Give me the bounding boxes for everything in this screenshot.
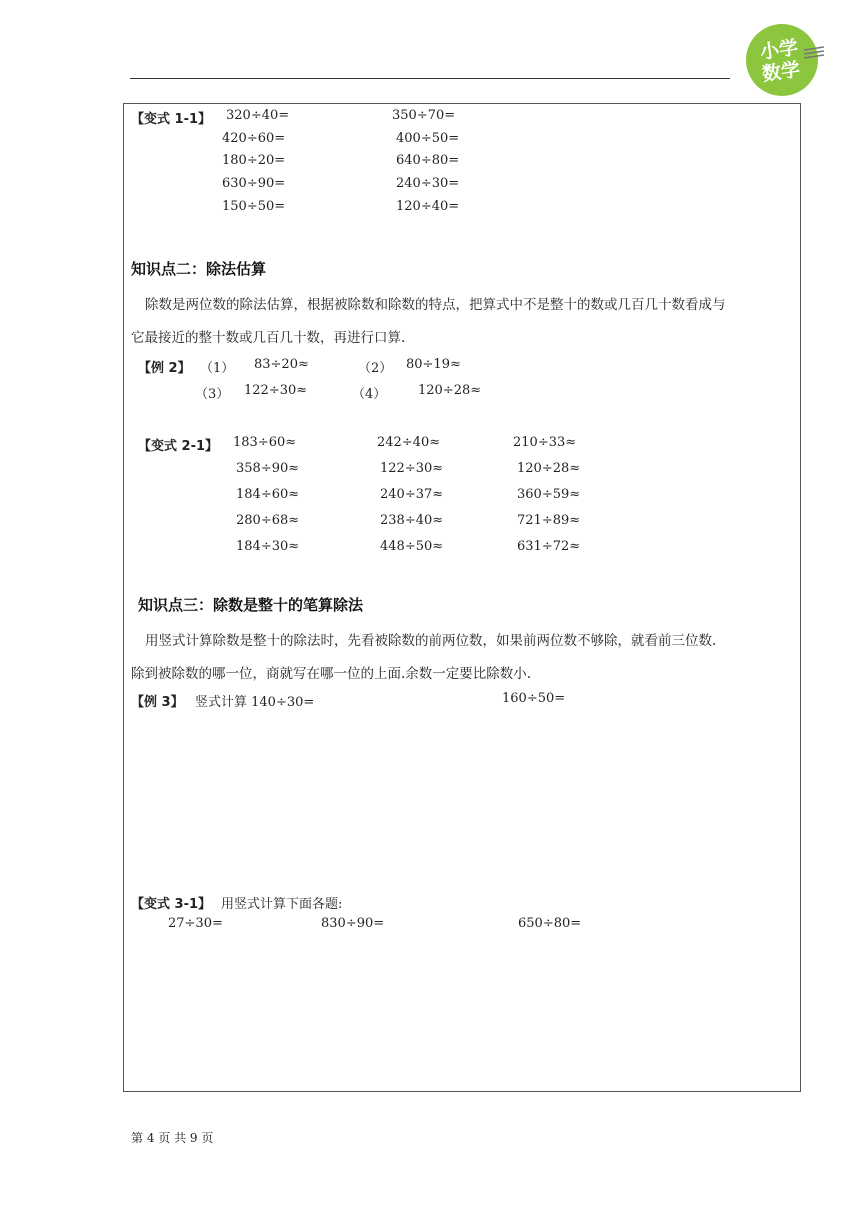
- example-item-number: （4）: [352, 387, 387, 402]
- example-item-number: （3）: [195, 387, 230, 402]
- exercise-item: 150÷50=: [222, 199, 286, 214]
- section-2-paragraph-line1: 除数是两位数的除法估算，根据被除数和除数的特点，把算式中不是整十的数或几百几十数看成与: [145, 297, 726, 313]
- example-3-text: 竖式计算 140÷30=: [195, 695, 315, 710]
- exercise-item: 631÷72≈: [517, 539, 581, 554]
- example-2-label: 【例 2】: [138, 361, 191, 376]
- exercise-item: 184÷30≈: [236, 539, 300, 554]
- example-3-label: 【例 3】: [131, 695, 184, 710]
- exercise-item: 80÷19≈: [406, 357, 461, 372]
- exercise-item: 240÷30=: [396, 176, 460, 191]
- variant-1-1-label: 【变式 1-1】: [131, 112, 212, 127]
- exercise-item: 640÷80=: [396, 153, 460, 168]
- exercise-item: 183÷60≈: [233, 435, 297, 450]
- exercise-item: 650÷80=: [518, 916, 582, 931]
- exercise-item: 242÷40≈: [377, 435, 441, 450]
- exercise-item: 448÷50≈: [380, 539, 444, 554]
- example-item-number: （1）: [200, 361, 235, 376]
- logo-text-line2: 数学: [760, 58, 802, 86]
- variant-2-1-label: 【变式 2-1】: [138, 439, 219, 454]
- exercise-item: 238÷40≈: [380, 513, 444, 528]
- exercise-item: 358÷90≈: [236, 461, 300, 476]
- header-rule: [130, 78, 730, 79]
- exercise-item: 721÷89≈: [517, 513, 581, 528]
- exercise-item: 180÷20=: [222, 153, 286, 168]
- exercise-item: 350÷70=: [392, 108, 456, 123]
- exercise-item: 240÷37≈: [380, 487, 444, 502]
- exercise-item: 184÷60≈: [236, 487, 300, 502]
- section-3-paragraph-line2: 除到被除数的哪一位，商就写在哪一位的上面.余数一定要比除数小.: [131, 666, 532, 682]
- exercise-item: 830÷90=: [321, 916, 385, 931]
- exercise-item: 360÷59≈: [517, 487, 581, 502]
- section-3-title: 知识点三：除数是整十的笔算除法: [138, 596, 364, 614]
- exercise-item: 280÷68≈: [236, 513, 300, 528]
- exercise-item: 160÷50=: [502, 691, 566, 706]
- page-number: 第 4 页 共 9 页: [131, 1131, 214, 1145]
- section-2-title: 知识点二：除法估算: [131, 260, 267, 278]
- exercise-item: 630÷90=: [222, 176, 286, 191]
- exercise-item: 120÷28≈: [517, 461, 581, 476]
- exercise-item: 122÷30≈: [380, 461, 444, 476]
- exercise-item: 83÷20≈: [254, 357, 309, 372]
- section-2-paragraph-line2: 它最接近的整十数或几百几十数，再进行口算.: [131, 330, 406, 346]
- example-item-number: （2）: [358, 361, 393, 376]
- variant-3-1-label: 【变式 3-1】: [131, 897, 212, 912]
- exercise-item: 420÷60=: [222, 131, 286, 146]
- exercise-item: 120÷28≈: [418, 383, 482, 398]
- exercise-item: 320÷40=: [226, 108, 290, 123]
- exercise-item: 122÷30≈: [244, 383, 308, 398]
- exercise-item: 27÷30=: [168, 916, 223, 931]
- section-3-paragraph-line1: 用竖式计算除数是整十的除法时，先看被除数的前两位数，如果前两位数不够除，就看前三位数.: [145, 633, 717, 649]
- exercise-item: 210÷33≈: [513, 435, 577, 450]
- logo-text-line1: 小学: [758, 36, 800, 64]
- variant-3-1-text: 用竖式计算下面各题:: [221, 897, 343, 912]
- xiaoxue-shuxue-logo: [744, 22, 824, 100]
- exercise-item: 120÷40=: [396, 199, 460, 214]
- exercise-item: 400÷50=: [396, 131, 460, 146]
